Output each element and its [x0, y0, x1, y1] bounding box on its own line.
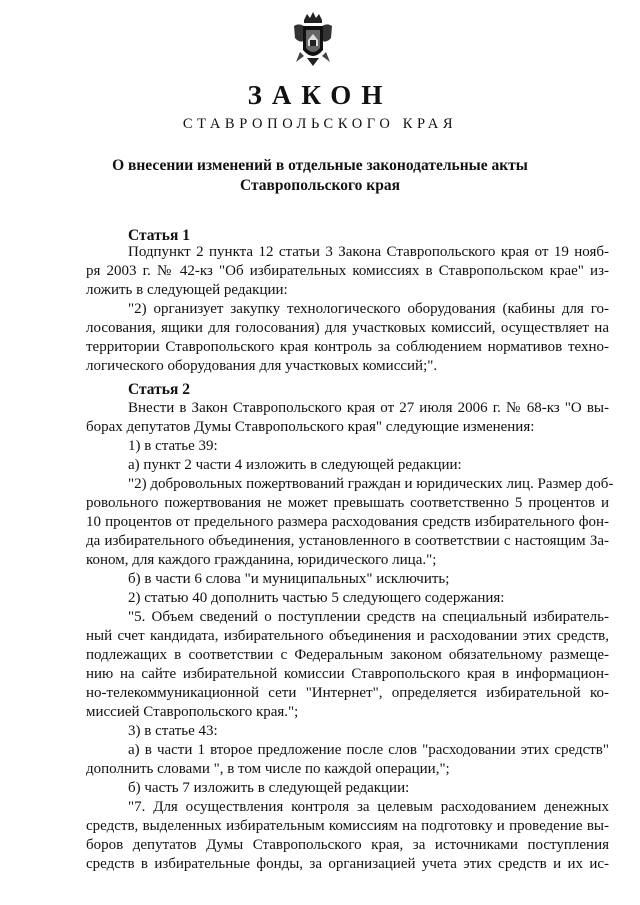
- text-line: "2) организует закупку технологического оборудования (кабины для го-: [128, 301, 609, 317]
- text-line: 1) в статье 39:: [128, 438, 218, 454]
- text-line: Внести в Закон Ставропольского края от 27 июля 2006 г. № 68-кз "О вы-: [128, 400, 609, 416]
- text-line: "5. Объем сведений о поступлении средств на специальный избиратель-: [128, 609, 609, 625]
- heading-line: О внесении изменений в отдельные законодательные акты: [112, 157, 528, 174]
- text-line: а) в части 1 второе предложение после слов "расходовании этих средств": [128, 742, 609, 758]
- text-line: да избирательного объединения, установленного в соответствии с настоящим За-: [86, 533, 609, 549]
- text-line: нию на сайте избирательной комиссии Ставропольского края в информацион-: [86, 666, 609, 682]
- text-line: средств в избирательные фонды, за организацией учета этих средств и их ис-: [86, 856, 609, 872]
- text-line: ложить в следующей редакции:: [86, 282, 288, 298]
- text-line: а) пункт 2 части 4 изложить в следующей редакции:: [128, 457, 462, 473]
- text-line: дополнить словами ", в том числе по каждой операции,";: [86, 761, 450, 777]
- text-line: борах депутатов Думы Ставропольского края" следующие изменения:: [86, 419, 535, 435]
- text-line: 3) в статье 43:: [128, 723, 218, 739]
- text-line: ря 2003 г. № 42-кз "Об избирательных комиссиях в Ставропольском крае" из-: [86, 263, 609, 279]
- text-line: средств, выделенных избирательным комиссиям на подготовку и проведение вы-: [86, 818, 609, 834]
- text-line: "7. Для осуществления контроля за целевым расходованием денежных: [128, 799, 609, 815]
- law-title: ЗАКОН: [247, 80, 393, 110]
- text-line: боров депутатов Думы Ставропольского края, за источниками поступления: [86, 837, 609, 853]
- text-line: 10 процентов от предельного размера расходования средств избирательного фон-: [86, 514, 609, 530]
- text-line: миссией Ставропольского края.";: [86, 704, 299, 720]
- document-heading: [90, 156, 550, 196]
- text-line: б) часть 7 изложить в следующей редакции:: [128, 780, 410, 796]
- text-line: б) в части 6 слова "и муниципальных" исключить;: [128, 571, 450, 587]
- text-line: ный счет кандидата, избирательного объединения и расходовании этих средств,: [86, 628, 609, 644]
- law-subtitle: СТАВРОПОЛЬСКОГО КРАЯ: [182, 116, 458, 132]
- stavropol-coat-of-arms-icon: [292, 10, 334, 68]
- text-line: 2) статью 40 дополнить частью 5 следующего содержания:: [128, 590, 505, 606]
- article-2-title: Статья 2: [128, 381, 190, 398]
- text-line: подлежащих в соответствии с Федеральным законом обязательному размеще-: [86, 647, 609, 663]
- text-line: логического оборудования для участковых комиссий;".: [86, 358, 438, 374]
- text-line: но-телекоммуникационной сети "Интернет", определяется избирательной ко-: [86, 685, 609, 701]
- heading-line: Ставропольского края: [240, 177, 400, 194]
- text-line: ровольного пожертвования не может превышать соответственно 5 процентов и: [86, 495, 609, 511]
- article-1-title: Статья 1: [128, 227, 190, 244]
- text-line: территории Ставропольского края контроль за соблюдением нормативов техно-: [86, 339, 609, 355]
- text-line: Подпункт 2 пункта 12 статьи 3 Закона Ставропольского края от 19 нояб-: [128, 244, 609, 260]
- text-line: "2) добровольных пожертвований граждан и юридических лиц. Размер доб-: [128, 476, 614, 492]
- text-line: лосования, ящики для голосования) для участковых комиссий, осуществляет на: [86, 320, 609, 336]
- text-line: коном, для каждого гражданина, юридического лица.";: [86, 552, 437, 568]
